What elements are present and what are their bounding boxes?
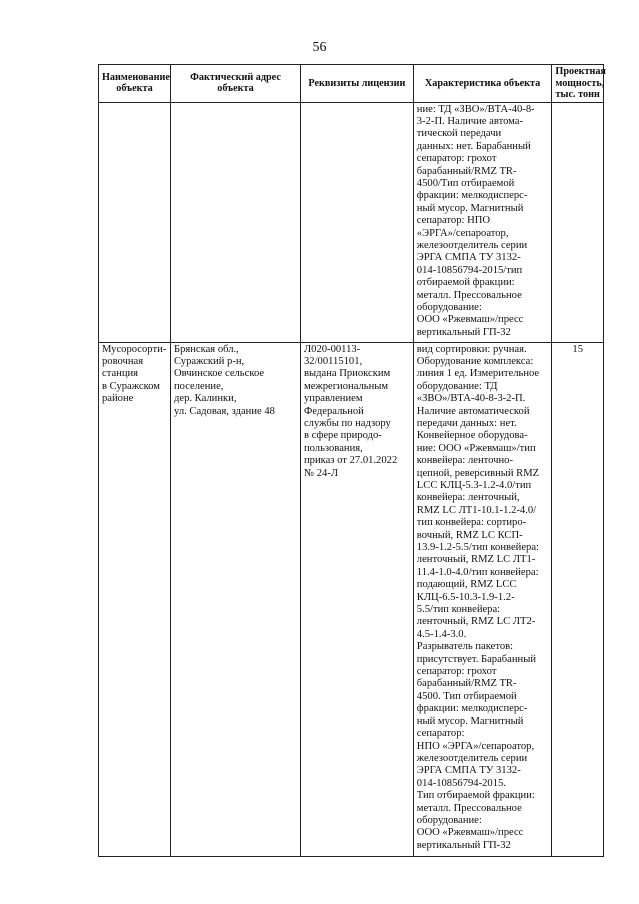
header-license: Реквизиты лицензии — [300, 65, 413, 103]
header-address: Фактический адрес объекта — [170, 65, 300, 103]
cell-address: Брянская обл., Суражский р-н, Овчинское сельское поселение, дер. Калинки, ул. Садовая, здание 48 — [170, 342, 300, 856]
cell-address — [170, 102, 300, 342]
cell-license — [300, 102, 413, 342]
cell-name: Мусоросорти- ровочная станция в Суражском районе — [99, 342, 171, 856]
objects-table — [98, 64, 604, 857]
cell-characteristics: вид сортировки: ручная. Оборудование комплекса: линия 1 ед. Измерительное оборудование: ТД «ЗВО»/ВТА-40-8-3-2-П. Наличие автоматической передачи данных: нет. Конвейерное оборудова- ние: ООО «Ржевмаш»/тип конвейера: ленточно- цепной, реверсивный RMZ LCC КЛЦ-5.3-1.2-4.0/тип конвейера: ленточный, RMZ LC ЛТ1-10.1-1.2-4.0/ тип конвейера: сортиро- вочный, RMZ LC КСП- 13.9-1.2-5.5/тип конвейера: ленточный, RMZ LC ЛТ1- 11.4-1.0-4.0/тип конвейера: подающий, RMZ LCC КЛЦ-6.5-10.3-1.9-1.2- 5.5/тип конвейера: ленточный, RMZ LC ЛТ2- 4.5-1.4-3.0. Разрыватель пакетов: присутствует. Барабанный сепаратор: грохот барабанный/RMZ TR- 4500. Тип отбираемой фракции: мелкодисперс- ный мусор. Магнитный сепаратор: НПО «ЭРГА»/сепароатор, железоотделитель серии ЭРГА СМПА ТУ 3132- 014-10856794-2015. Тип отбираемой фракции: металл. Прессовальное оборудование: ООО «Ржевмаш»/пресс вертикальный ГП-32 — [413, 342, 552, 856]
header-capacity: Проектная мощность, тыс. тонн — [552, 65, 604, 103]
page-number: 56 — [312, 40, 327, 55]
cell-name — [99, 102, 171, 342]
cell-capacity: 15 — [552, 342, 604, 856]
header-name: Наименование объекта — [99, 65, 171, 103]
cell-characteristics: ние: ТД «ЗВО»/ВТА-40-8- 3-2-П. Наличие автома- тической передачи данных: нет. Барабанный сепаратор: грохот барабанный/RMZ TR- 4500/Тип отбираемой фракции: мелкодисперс- ный мусор. Магнитный сепаратор: НПО «ЭРГА»/сепароатор, железоотделитель серии ЭРГА СМПА ТУ 3132- 014-10856794-2015/тип отбираемой фракции: металл. Прессовальное оборудование: ООО «Ржевмаш»/пресс вертикальный ГП-32 — [413, 102, 552, 342]
table-header-row — [99, 65, 604, 103]
table-row — [99, 102, 604, 342]
header-characteristics: Характеристика объекта — [413, 65, 552, 103]
cell-license: Л020-00113- 32/00115101, выдана Приокским межрегиональным управлением Федеральной службы по надзору в сфере природо- пользования, приказ от 27.01.2022 № 24-Л — [300, 342, 413, 856]
cell-capacity — [552, 102, 604, 342]
table-row — [99, 342, 604, 856]
